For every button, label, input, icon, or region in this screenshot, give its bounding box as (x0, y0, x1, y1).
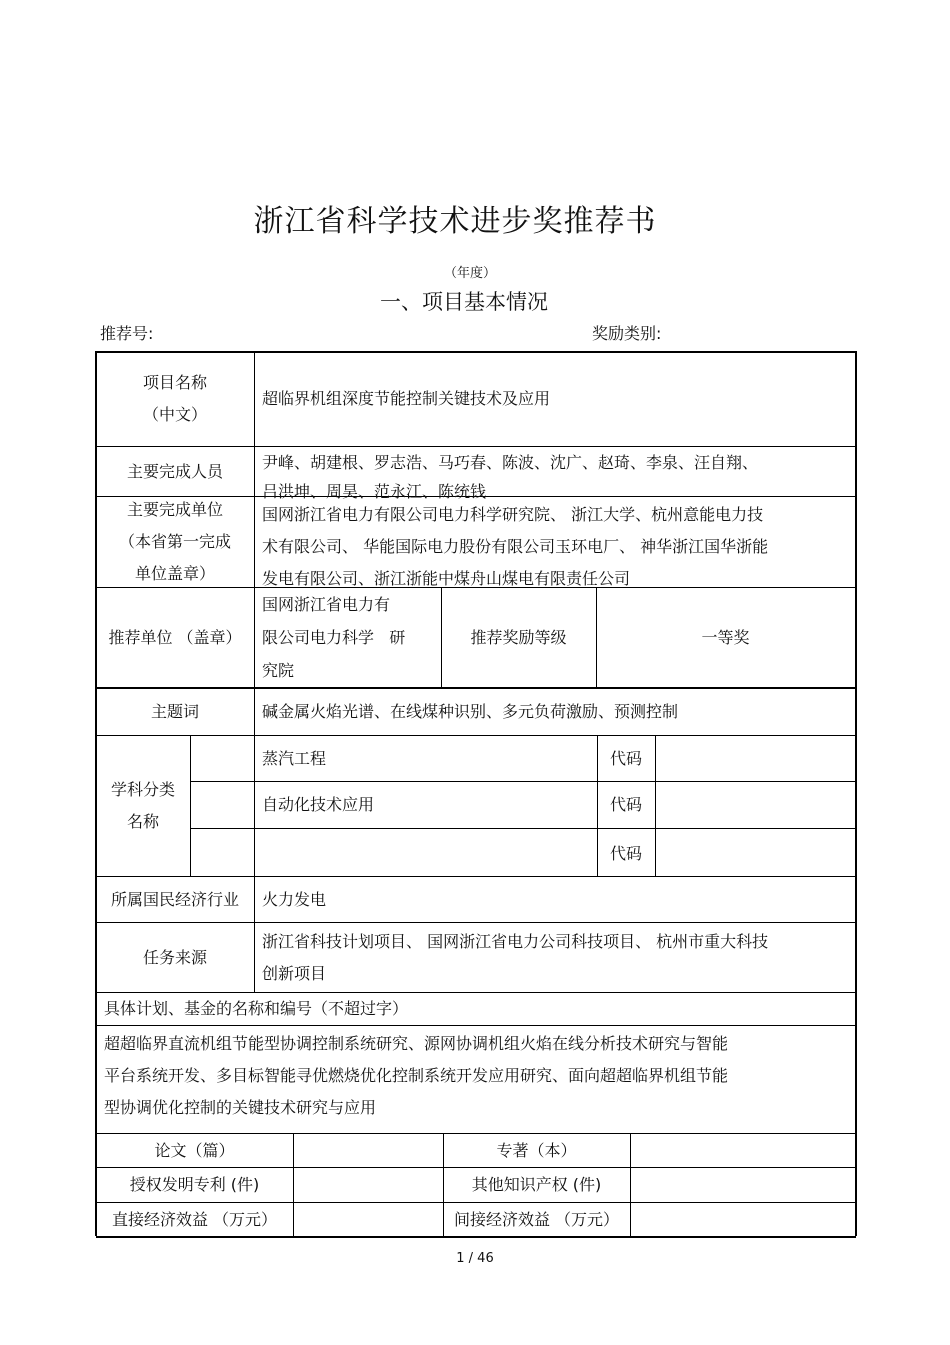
units-value (254, 499, 855, 589)
papers-value (293, 1134, 443, 1167)
discipline-name-2: 自动化技术应用 (262, 795, 375, 814)
recommend-number-label: 推荐号: (100, 324, 154, 343)
direct-benefit-value (293, 1203, 443, 1236)
recommender-line-2: 限公司电力科学 研 (262, 628, 406, 647)
people-line-2: 吕洪坤、周昊、范永江、陈统钱 (262, 482, 487, 501)
plan-line-2: 平台系统开发、多目标智能寻优燃烧优化控制系统开发应用研究、面向超超临界机组节能 (104, 1066, 729, 1085)
indirect-benefit-label: 间接经济效益 （万元） (453, 1209, 620, 1229)
other-ip-value (630, 1168, 855, 1202)
papers-label: 论文（篇） (154, 1140, 235, 1160)
discipline-code-label-3: 代码 (609, 844, 642, 863)
units-label (96, 497, 254, 587)
people-label: 主要完成人员 (126, 461, 223, 481)
units-label-line3: 单位盖章） (134, 564, 215, 583)
recommender-line-3: 究院 (262, 661, 295, 680)
units-line-2: 术有限公司、 华能国际电力股份有限公司玉环电厂、 神华浙江国华浙能 (262, 537, 769, 556)
discipline-name-1: 蒸汽工程 (262, 748, 327, 768)
units-line-3: 发电有限公司、浙江浙能中煤舟山煤电有限责任公司 (262, 569, 631, 588)
task-source-label: 任务来源 (142, 947, 207, 967)
discipline-label-line2: 名称 (126, 812, 159, 831)
patents-label: 授权发明专利 (件) (129, 1175, 260, 1194)
discipline-label-line1: 学科分类 (110, 780, 175, 799)
award-level-value: 一等奖 (701, 627, 750, 647)
project-name-label-line2: （中文） (142, 405, 207, 424)
discipline-name-3 (254, 829, 597, 876)
project-name-label-line1: 项目名称 (142, 373, 207, 392)
project-name-label (96, 352, 254, 446)
project-name-value: 超临界机组深度节能控制关键技术及应用 (262, 389, 551, 408)
direct-benefit-label: 直接经济效益 （万元） (111, 1209, 278, 1229)
section-heading: 一、项目基本情况 (380, 290, 548, 314)
indirect-benefit-value (630, 1203, 855, 1236)
other-ip-label: 其他知识产权 (件) (471, 1175, 602, 1194)
discipline-label (96, 736, 190, 876)
task-source-line-2: 创新项目 (262, 964, 327, 983)
plan-label: 具体计划、基金的名称和编号（不超过字） (104, 999, 409, 1018)
plan-line-3: 型协调优化控制的关键技术研究与应用 (104, 1098, 377, 1117)
industry-label: 所属国民经济行业 (110, 889, 239, 909)
keywords-value: 碱金属火焰光谱、在线煤种识别、多元负荷激励、预测控制 (262, 701, 679, 721)
recommender-line-1: 国网浙江省电力有 (262, 595, 391, 614)
plan-value (96, 1028, 855, 1133)
recommender-label: 推荐单位 （盖章） (108, 627, 242, 647)
books-value (630, 1134, 855, 1167)
units-line-1: 国网浙江省电力有限公司电力科学研究院、 浙江大学、杭州意能电力技 (262, 505, 764, 524)
people-line-1: 尹峰、胡建根、罗志浩、马巧春、陈波、沈广、赵琦、李泉、汪自翔、 (262, 453, 759, 472)
units-label-line2: （本省第一完成 (118, 532, 231, 551)
industry-value: 火力发电 (262, 889, 327, 909)
discipline-code-2 (655, 782, 855, 828)
discipline-code-label-2: 代码 (609, 795, 642, 814)
people-value (254, 447, 855, 507)
plan-line-1: 超超临界直流机组节能型协调控制系统研究、源网协调机组火焰在线分析技术研究与智能 (104, 1034, 729, 1053)
patents-value (293, 1168, 443, 1202)
discipline-code-1 (655, 736, 855, 781)
award-type-label: 奖励类别: (592, 324, 662, 343)
document-title: 浙江省科学技术进步奖推荐书 (253, 204, 657, 239)
award-level-label: 推荐奖励等级 (470, 627, 567, 647)
task-source-value (254, 926, 855, 992)
keywords-label: 主题词 (150, 701, 199, 721)
year-label: （年度） (443, 266, 496, 281)
discipline-code-3 (655, 829, 855, 876)
page-number: 1 / 46 (456, 1251, 494, 1266)
books-label: 专著（本） (496, 1140, 577, 1160)
recommender-value (254, 588, 441, 687)
units-label-line1: 主要完成单位 (126, 500, 223, 519)
task-source-line-1: 浙江省科技计划项目、 国网浙江省电力公司科技项目、 杭州市重大科技 (262, 932, 769, 951)
discipline-code-label-1: 代码 (609, 748, 642, 768)
